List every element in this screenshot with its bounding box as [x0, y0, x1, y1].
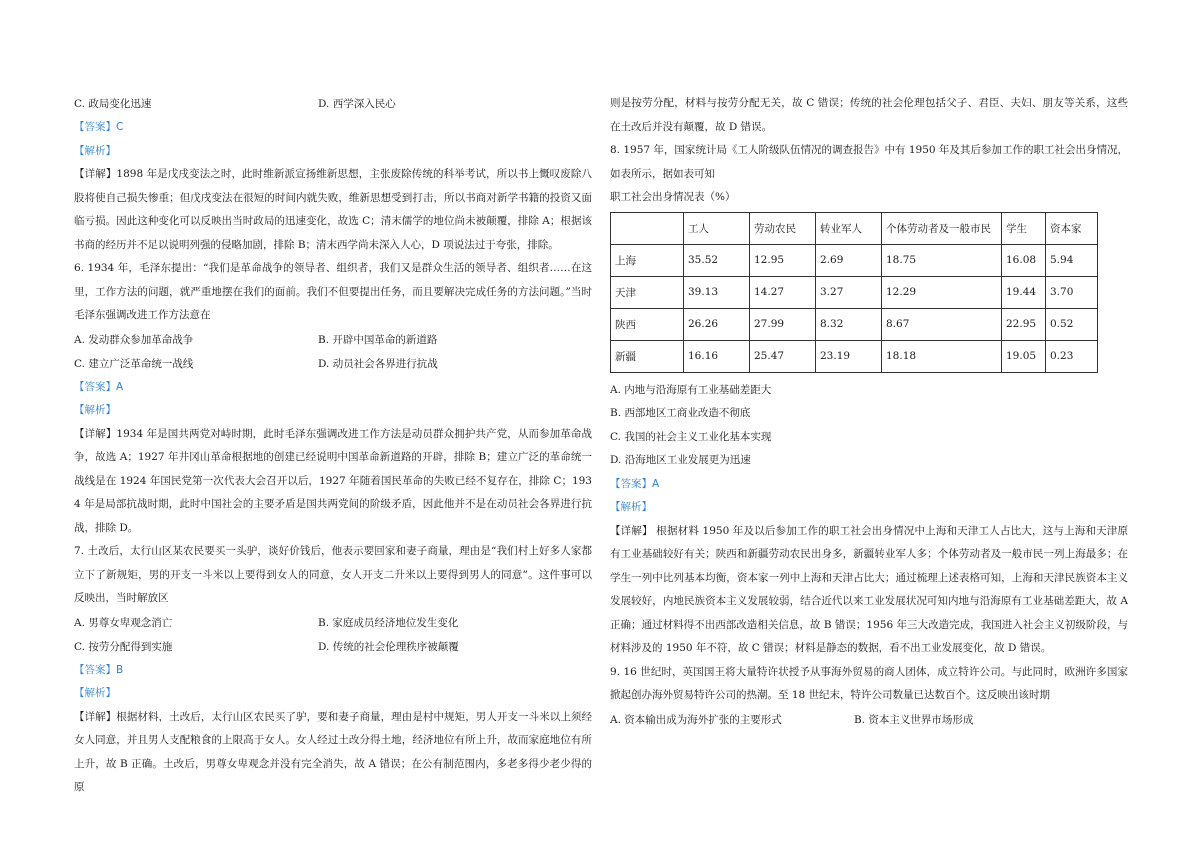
- table-cell: 19.05: [1002, 340, 1046, 372]
- table-cell: 0.23: [1046, 340, 1098, 372]
- table-cell: 陕西: [611, 308, 684, 340]
- q8-option-a: A. 内地与沿海原有工业基础差距大: [610, 383, 772, 396]
- q9-option-a: A. 资本输出成为海外扩张的主要形式: [610, 713, 782, 726]
- q7-stem: 7. 土改后，太行山区某农民要买一头驴，谈好价钱后，他表示要回家和妻子商量，理由是“我们村上好多人家都立下了新规矩，男的开支一斗米以上要得到女人的同意，女人开支二升米以上要得到男人的同意”。这件事可以反映出，当时解放区: [74, 545, 592, 604]
- table-cell: 22.95: [1002, 308, 1046, 340]
- table-caption: 职工社会出身情况表（%）: [610, 191, 736, 203]
- table-cell: 0.52: [1046, 308, 1098, 340]
- q9-stem: 9. 16 世纪时，英国国王将大量特许状授予从事海外贸易的商人团体，成立特许公司。与此同时，欧洲许多国家掀起创办海外贸易特许公司的热潮。至 18 世纪末，特许公司数量已达数百个。这反映出该时期: [610, 665, 1128, 701]
- q6-option-c: C. 建立广泛革命统一战线: [74, 357, 194, 370]
- q9-option-b: B. 资本主义世界市场形成: [854, 713, 974, 726]
- table-row: [611, 276, 1098, 308]
- table-cell: 18.75: [882, 244, 1002, 276]
- q5-options: [74, 92, 592, 116]
- table-cell: 27.99: [750, 308, 816, 340]
- q7-option-a: A. 男尊女卑观念消亡: [74, 616, 173, 629]
- q6-analysis-label: 【解析】: [74, 404, 116, 416]
- q5-option-d: D. 西学深入民心: [318, 98, 396, 110]
- table-cell: 35.52: [684, 244, 750, 276]
- table-row: [611, 244, 1098, 276]
- table-cell: 上海: [611, 244, 684, 276]
- table-header-cell: 资本家: [1046, 212, 1098, 244]
- table-cell: 25.47: [750, 340, 816, 372]
- q5-detail: 【详解】1898 年是戊戌变法之时，此时维新派宣扬维新思想，主张废除传统的科举考试，所以书上慨叹废除八股将使自己损失惨重；但戊戌变法在很短的时间内就失败，维新思想受到打击，所以书商对新学书籍的投资又面临亏损。因此这种变化可以反映出当时政局的迅速变化，故选 C；清末儒学的地位尚未被颠覆，排除 A；根据该书商的经历并不足以说明列强的侵略加剧，排除 B；清末西学尚未深入人心，D 项说法过于夸张，排除。: [74, 168, 592, 251]
- q6-answer: 【答案】A: [74, 380, 124, 393]
- table-header-cell: 劳动农民: [750, 212, 816, 244]
- q6-option-a: A. 发动群众参加革命战争: [74, 333, 194, 346]
- table-row: [611, 340, 1098, 372]
- table-cell: 19.44: [1002, 276, 1046, 308]
- table-header-cell: [611, 212, 684, 244]
- q6-option-b: B. 开辟中国革命的新道路: [318, 333, 438, 346]
- table-cell: 2.69: [816, 244, 882, 276]
- q8-answer: 【答案】A: [610, 477, 660, 490]
- table-cell: 14.27: [750, 276, 816, 308]
- table-cell: 3.70: [1046, 276, 1098, 308]
- table-cell: 26.26: [684, 308, 750, 340]
- q8-option-d: D. 沿海地区工业发展更为迅速: [610, 454, 751, 466]
- q7-options-row2: [74, 635, 592, 659]
- q8-detail: 【详解】 根据材料 1950 年及以后参加工作的职工社会出身情况中上海和天津工人占比大，这与上海和天津原有工业基础较好有关；陕西和新疆劳动农民出身多，新疆转业军人多；个体劳动者及一般市民一列上海最多；在学生一列中比列基本均衡，资本家一列中上海和天津占比大；通过梳理上述表格可知，上海和天津民族资本主义发展较好，内地民族资本主义发展较弱，结合近代以来工业发展状况可知内地与沿海原有工业基础差距大，故 A 正确；通过材料得不出西部改造相关信息，故 B 错误；1956 年三大改造完成，我国进入社会主义初级阶段，与材料涉及的 1950 年不符，故 C 错误；材料是静态的数据，看不出工业发展变化，故 D 错误。: [610, 524, 1128, 654]
- table-cell: 16.16: [684, 340, 750, 372]
- q7-options-row1: [74, 611, 592, 635]
- q6-options-row1: [74, 328, 592, 352]
- table-cell: 18.18: [882, 340, 1002, 372]
- q8-option-b: B. 西部地区工商业改造不彻底: [610, 407, 751, 419]
- table-header-cell: 转业军人: [816, 212, 882, 244]
- table-cell: 39.13: [684, 276, 750, 308]
- table-cell: 8.32: [816, 308, 882, 340]
- q6-detail: 【详解】1934 年是国共两党对峙时期，此时毛泽东强调改进工作方法是动员群众拥护共产党，从而参加革命战争，故选 A；1927 年井冈山革命根据地的创建已经说明中国革命新道路的开辟，排除 B；建立广泛的革命统一战线是在 1924 年国民党第一次代表大会召开以后，1927 年随着国民革命的失败已经不复存在，排除 C；1934 年是局部抗战时期，此时中国社会的主要矛盾是国共两党间的阶级矛盾，因此他并不是在动员社会各界进行抗战，排除 D。: [74, 427, 592, 534]
- table-cell: 3.27: [816, 276, 882, 308]
- table-header-row: [611, 212, 1098, 244]
- q7-detail: 【详解】根据材料，土改后，太行山区农民买了驴，要和妻子商量，理由是村中规矩，男人开支一斗米以上须经女人同意，并且男人支配粮食的上限高于女人。女人经过土改分得土地，经济地位有所上升，故而家庭地位有所上升，故 B 正确。土改后，男尊女卑观念并没有完全消失，故 A 错误；在公有制范围内，多老多得少老少得的原: [74, 710, 592, 793]
- right-column: [610, 92, 1128, 732]
- q7-option-d: D. 传统的社会伦理秩序被颠覆: [318, 640, 459, 653]
- table-header-cell: 工人: [684, 212, 750, 244]
- q7-option-b: B. 家庭成员经济地位发生变化: [318, 616, 459, 629]
- table-header-cell: 个体劳动者及一般市民: [882, 212, 1002, 244]
- q8-stem: 8. 1957 年，国家统计局《工人阶级队伍情况的调查报告》中有 1950 年及其后参加工作的职工社会出身情况，如表所示，据如表可知: [610, 144, 1128, 180]
- table-header-cell: 学生: [1002, 212, 1046, 244]
- table-cell: 8.67: [882, 308, 1002, 340]
- q8-analysis-label: 【解析】: [610, 501, 652, 513]
- q7-analysis-label: 【解析】: [74, 687, 116, 699]
- table-cell: 新疆: [611, 340, 684, 372]
- table-cell: 天津: [611, 276, 684, 308]
- q5-analysis-label: 【解析】: [74, 144, 116, 157]
- q6-options-row2: [74, 352, 592, 376]
- table-row: [611, 308, 1098, 340]
- q5-option-c: C. 政局变化迅速: [74, 98, 152, 110]
- q9-options-row1: [610, 708, 1128, 732]
- q5-answer: 【答案】C: [74, 121, 124, 133]
- table-cell: 16.08: [1002, 244, 1046, 276]
- table-cell: 23.19: [816, 340, 882, 372]
- table-cell: 12.95: [750, 244, 816, 276]
- q7-option-c: C. 按劳分配得到实施: [74, 640, 173, 653]
- q7-answer: 【答案】B: [74, 663, 124, 676]
- table-cell: 5.94: [1046, 244, 1098, 276]
- table-cell: 12.29: [882, 276, 1002, 308]
- q6-stem: 6. 1934 年，毛泽东提出：“我们是革命战争的领导者、组织者，我们又是群众生活的领导者、组织者……在这里，工作方法的问题，就严重地摆在我们的面前。我们不但要提出任务，而且要解决完成任务的方法问题。”当时毛泽东强调改进工作方法意在: [74, 262, 592, 321]
- q7-detail-continued: 则是按劳分配，材料与按劳分配无关，故 C 错误；传统的社会伦理包括父子、君臣、夫妇、朋友等关系，这些在土改后并没有颠覆，故 D 错误。: [610, 97, 1128, 133]
- q6-option-d: D. 动员社会各界进行抗战: [318, 357, 438, 370]
- social-origin-table: [610, 212, 1098, 373]
- left-column: [74, 92, 592, 800]
- q8-option-c: C. 我国的社会主义工业化基本实现: [610, 430, 772, 443]
